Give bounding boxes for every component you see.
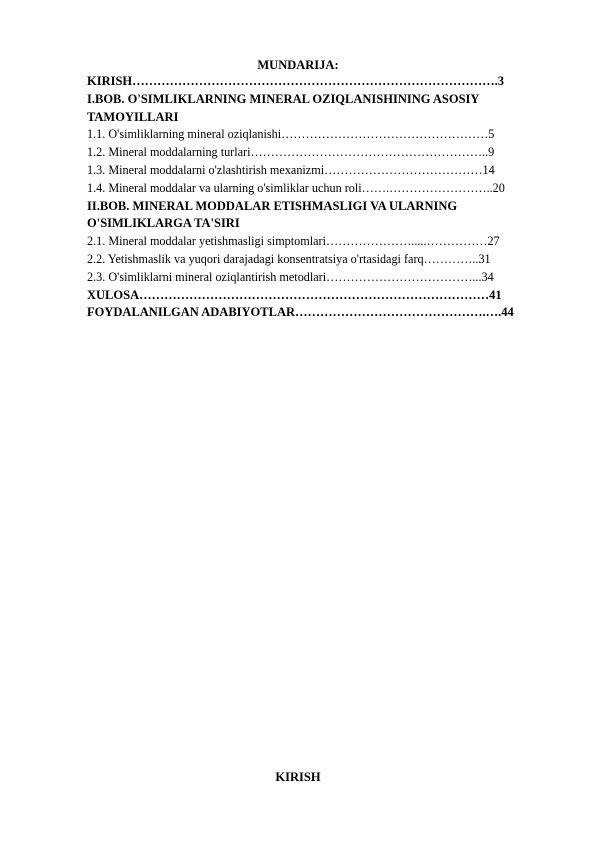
toc-entry-1-3[interactable]: 1.3. Mineral moddalarni o'zlashtirish mexanizmi…………………………………14	[87, 162, 495, 177]
toc-entry-1-1[interactable]: 1.1. O'simliklarning mineral oziqlanishi……………………………………………5	[87, 127, 495, 142]
toc-entry-2-1[interactable]: 2.1. Mineral moddalar yetishmasligi simptomlari………………….....……………27	[87, 234, 500, 249]
toc-chapter-2-heading[interactable]: II.BOB. MINERAL MODDALAR ETISHMASLIGI VA ULARNING O'SIMLIKLARGA TA'SIRI	[87, 198, 458, 231]
toc-title: MUNDARIJA:	[257, 58, 339, 72]
section-heading-kirish: KIRISH	[275, 770, 321, 784]
toc-chapter-1-heading[interactable]: I.BOB. O'SIMLIKLARNING MINERAL OZIQLANISHINING ASOSIY TAMOYILLARI	[87, 91, 479, 124]
toc-entry-bibliography[interactable]: FOYDALANILGAN ADABIYOTLAR……………………………………….….44	[87, 305, 514, 320]
toc-entry-xulosa[interactable]: XULOSA…………………………………………………………………………41	[87, 287, 502, 302]
table-of-contents	[87, 73, 557, 322]
toc-entry-1-2[interactable]: 1.2. Mineral moddalarning turlari…………………………………………………..9	[87, 145, 495, 160]
toc-entry-2-3[interactable]: 2.3. O'simliklarni mineral oziqlantirish metodlari………………………………...34	[87, 269, 494, 284]
toc-entry-2-2[interactable]: 2.2. Yetishmaslik va yuqori darajadagi konsentratsiya o'rtasidagi farq…………..31	[87, 251, 491, 266]
toc-entry-1-4[interactable]: 1.4. Mineral moddalar va ularning o'simliklar uchun roli…….……………………..20	[87, 180, 505, 195]
toc-entry-kirish[interactable]: KIRISH…………………………………………………………………………….3	[87, 74, 505, 88]
